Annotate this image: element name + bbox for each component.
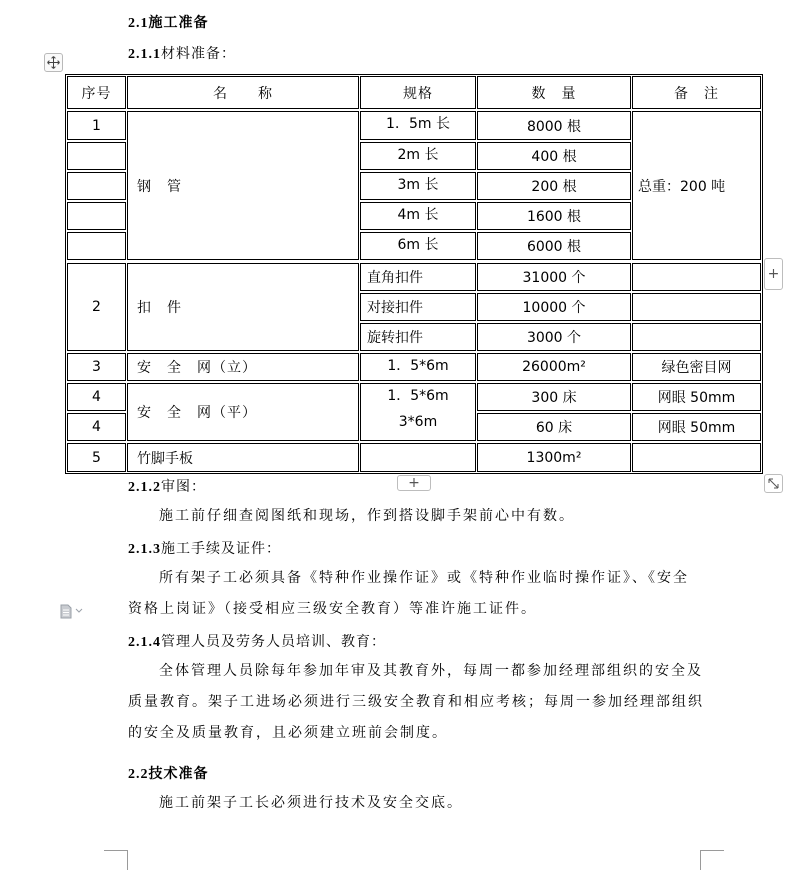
document-icon (60, 604, 72, 619)
header-cell-no: 序号 (67, 76, 126, 109)
heading-2-1-3: 2.1.3施工手续及证件： (128, 541, 281, 557)
cell-qty: 8000 根 (477, 111, 631, 140)
cell-qty: 1300m² (477, 443, 631, 472)
cell-no-empty (67, 232, 126, 260)
cell-qty: 1600 根 (477, 202, 631, 230)
cell-qty: 6000 根 (477, 232, 631, 260)
cell-qty: 31000 个 (477, 263, 631, 291)
cell-note (632, 323, 761, 351)
cell-spec: 3m 长 (360, 172, 476, 200)
cell-note: 网眼 50mm (632, 413, 761, 441)
add-column-button[interactable] (764, 258, 783, 290)
page-corner-mark (700, 850, 724, 870)
cell-no-3: 3 (67, 353, 126, 381)
cell-spec: 直角扣件 (360, 263, 476, 291)
paragraph-permits-line-1: 所有架子工必须具备《特种作业操作证》或《特种作业临时操作证》、《安全 (159, 570, 689, 586)
cell-spec: 6m 长 (360, 232, 476, 260)
heading-2-1-2: 2.1.2审图： (128, 479, 206, 495)
plus-icon: + (408, 475, 420, 491)
cell-no-2: 2 (67, 263, 126, 351)
cell-name-net-flat: 安 全 网（平） (127, 383, 359, 441)
table-move-handle[interactable] (44, 53, 63, 72)
cell-qty: 60 床 (477, 413, 631, 441)
plus-icon: + (767, 266, 780, 282)
paragraph-review-drawings: 施工前仔细查阅图纸和现场，作到搭设脚手架前心中有数。 (159, 508, 575, 524)
header-cell-spec: 规格 (360, 76, 476, 109)
cell-no-empty (67, 172, 126, 200)
cell-no-5: 5 (67, 443, 126, 472)
paragraph-training-line-2: 质量教育。架子工进场必须进行三级安全教育和相应考核；每周一参加经理部组织 (128, 694, 704, 710)
cell-qty: 3000 个 (477, 323, 631, 351)
cell-name-fastener: 扣 件 (127, 263, 359, 351)
cell-note (632, 443, 761, 472)
cell-spec-pair: 1．5*6m 3*6m (360, 383, 476, 441)
table-resize-handle[interactable] (764, 474, 783, 493)
paragraph-menu[interactable] (60, 603, 86, 619)
cell-no-empty (67, 142, 126, 170)
cell-spec: 对接扣件 (360, 293, 476, 321)
heading-2-2: 2.2技术准备 (128, 766, 209, 782)
cell-note: 绿色密目网 (632, 353, 761, 381)
cell-no-empty (67, 202, 126, 230)
paragraph-training-line-3: 的安全及质量教育，且必须建立班前会制度。 (128, 725, 448, 741)
header-cell-qty: 数 量 (477, 76, 631, 109)
cell-qty: 10000 个 (477, 293, 631, 321)
page-corner-mark (104, 850, 128, 870)
cell-spec: 2m 长 (360, 142, 476, 170)
heading-2-1-1: 2.1.1材料准备： (128, 46, 236, 62)
cell-no-4: 4 (67, 413, 126, 441)
cell-no-4: 4 (67, 383, 126, 411)
cell-name-steel-pipe: 钢 管 (127, 111, 359, 260)
paragraph-technical-briefing: 施工前架子工长必须进行技术及安全交底。 (159, 795, 463, 811)
cell-no-1: 1 (67, 111, 126, 140)
cell-note (632, 293, 761, 321)
heading-2-1-4: 2.1.4管理人员及劳务人员培训、教育： (128, 634, 386, 650)
cell-spec: 旋转扣件 (360, 323, 476, 351)
cell-qty: 300 床 (477, 383, 631, 411)
diagonal-resize-icon (767, 477, 780, 490)
cell-spec: 1．5m 长 (360, 111, 476, 140)
heading-2-1: 2.1施工准备 (128, 15, 209, 31)
add-row-button[interactable] (397, 475, 431, 491)
cell-spec: 1．5*6m (360, 353, 476, 381)
cell-note (632, 263, 761, 291)
cell-name-net-vertical: 安 全 网（立） (127, 353, 359, 381)
four-way-arrow-icon (47, 56, 60, 69)
cell-qty: 400 根 (477, 142, 631, 170)
cell-spec: 4m 长 (360, 202, 476, 230)
cell-qty: 200 根 (477, 172, 631, 200)
chevron-down-icon (75, 608, 83, 614)
header-cell-name: 名 称 (127, 76, 359, 109)
paragraph-training-line-1: 全体管理人员除每年参加年审及其教育外，每周一都参加经理部组织的安全及 (159, 663, 703, 679)
cell-note: 网眼 50mm (632, 383, 761, 411)
cell-spec (360, 443, 476, 472)
paragraph-permits-line-2: 资格上岗证》（接受相应三级安全教育）等准许施工证件。 (128, 601, 537, 617)
cell-qty: 26000m² (477, 353, 631, 381)
cell-note-total-weight: 总重：200 吨 (632, 111, 761, 260)
header-cell-note: 备 注 (632, 76, 761, 109)
cell-name-bamboo: 竹脚手板 (127, 443, 359, 472)
